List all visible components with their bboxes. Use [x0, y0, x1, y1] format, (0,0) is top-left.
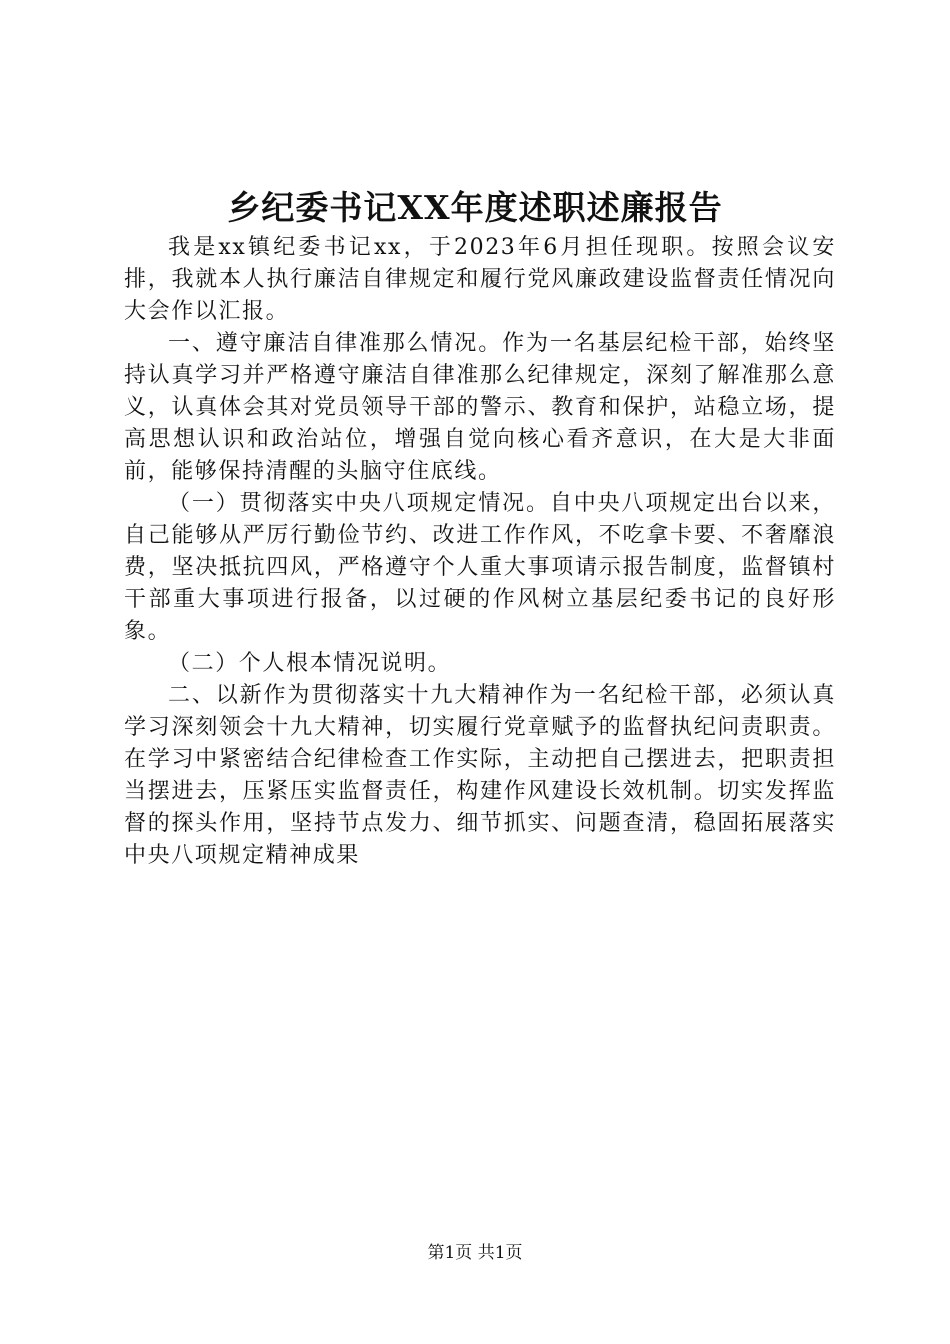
- page-footer: [0, 1238, 950, 1268]
- paragraph-subsection-two: （二）个人根本情况说明。: [168, 651, 452, 676]
- paragraph-intro: 我是xx镇纪委书记xx，于2023年6月担任现职。按照会议安排，我就本人执行廉洁自律规定和履行党风廉政建设监督责任情况向大会作以汇报。: [124, 235, 836, 324]
- document-body: [124, 232, 836, 872]
- paragraph-subsection-one: （一）贯彻落实中央八项规定情况。自中央八项规定出台以来，自己能够从严厉行勤俭节约、改进工作作风，不吃拿卡要、不奢靡浪费，坚决抵抗四风，严格遵守个人重大事项请示报告制度，监督镇村干部重大事项进行报备，以过硬的作风树立基层纪委书记的良好形象。: [124, 491, 836, 644]
- paragraph-section-two: 二、以新作为贯彻落实十九大精神作为一名纪检干部，必须认真学习深刻领会十九大精神，切实履行党章赋予的监督执纪问责职责。在学习中紧密结合纪律检查工作实际，主动把自己摆进去，把职责担当摆进去，压紧压实监督责任，构建作风建设长效机制。切实发挥监督的探头作用，坚持节点发力、细节抓实、问题查清，稳固拓展落实中央八项规定精神成果: [124, 683, 836, 868]
- document-title: 乡纪委书记XX年度述职述廉报告: [227, 188, 723, 227]
- page-number-indicator: 第1页 共1页: [427, 1243, 523, 1263]
- paragraph-section-one: 一、遵守廉洁自律准那么情况。作为一名基层纪检干部，始终坚持认真学习并严格遵守廉洁自律准那么纪律规定，深刻了解准那么意义，认真体会其对党员领导干部的警示、教育和保护，站稳立场，提高思想认识和政治站位，增强自觉向核心看齐意识，在大是大非面前，能够保持清醒的头脑守住底线。: [124, 331, 836, 484]
